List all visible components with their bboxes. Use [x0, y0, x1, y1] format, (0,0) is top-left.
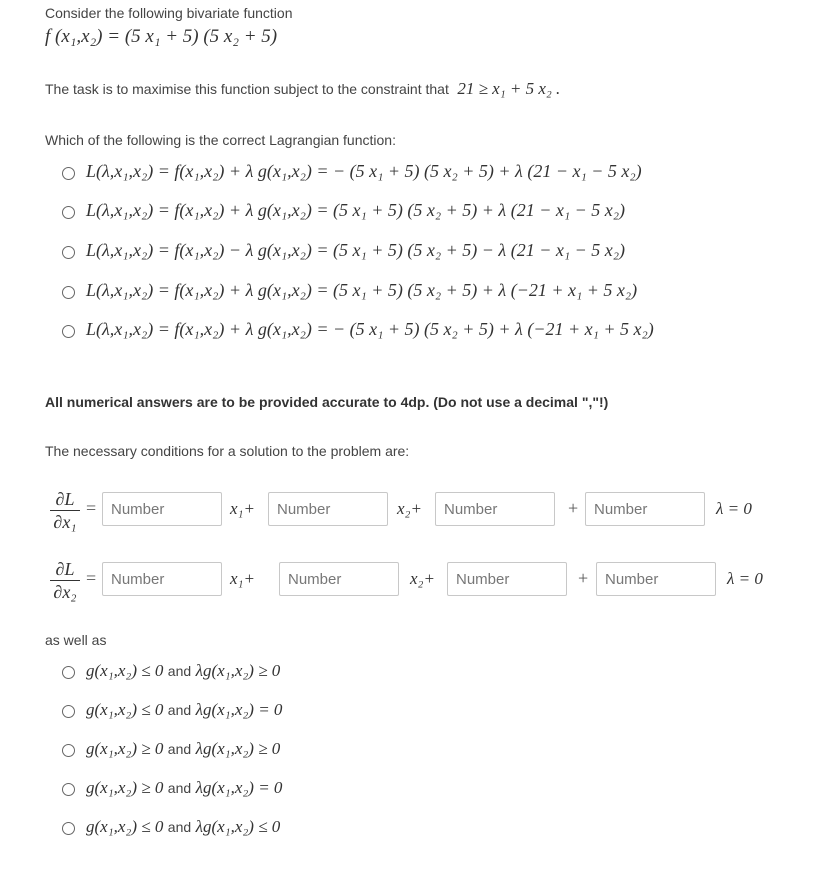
task-statement	[45, 79, 560, 99]
kkt-and: and	[167, 741, 192, 757]
lagrangian-option-4-radio[interactable]	[62, 286, 75, 299]
kkt-left: g(x₁,x₂) ≤ 0	[86, 661, 164, 680]
fraction-denominator: ∂x₂	[53, 582, 77, 602]
lagrangian-option-3-radio[interactable]	[62, 246, 75, 259]
kkt-left: g(x₁,x₂) ≤ 0	[86, 817, 164, 836]
kkt-and: and	[167, 663, 192, 679]
kkt-option-2-label	[86, 700, 282, 720]
as-well-as-text: as well as	[45, 632, 107, 648]
kkt-right: λg(x₁,x₂) ≥ 0	[195, 739, 281, 758]
lagrangian-option-5-radio[interactable]	[62, 325, 75, 338]
accuracy-note: All numerical answers are to be provided accurate to 4dp. (Do not use a decimal ","!)	[45, 394, 609, 410]
kkt-left: g(x₁,x₂) ≥ 0	[86, 739, 164, 758]
fraction-bar	[50, 580, 80, 581]
kkt-option-3-label	[86, 739, 280, 759]
lagrangian-option-2-radio[interactable]	[62, 206, 75, 219]
equals-sign: =	[86, 568, 97, 588]
x1-plus-label: x₁+	[230, 569, 255, 588]
kkt-right: λg(x₁,x₂) = 0	[195, 778, 283, 797]
row1-coef-input-3[interactable]	[435, 492, 555, 526]
row2-coef-input-4[interactable]	[596, 562, 716, 596]
lagrangian-option-5-label: L(λ,x₁,x₂) = f(x₁,x₂) + λ g(x₁,x₂) = − (5 x₁ + 5) (5 x₂ + 5) + λ (−21 + x₁ + 5 x₂)	[86, 319, 654, 339]
lagrangian-option-4-label: L(λ,x₁,x₂) = f(x₁,x₂) + λ g(x₁,x₂) = (5 x₁ + 5) (5 x₂ + 5) + λ (−21 + x₁ + 5 x₂)	[86, 280, 638, 300]
row2-coef-input-1[interactable]	[102, 562, 222, 596]
conditions-intro: The necessary conditions for a solution to the problem are:	[45, 443, 410, 459]
kkt-right: λg(x₁,x₂) ≤ 0	[195, 817, 281, 836]
kkt-left: g(x₁,x₂) ≥ 0	[86, 778, 164, 797]
intro-text: Consider the following bivariate function	[45, 5, 293, 21]
partial-derivative-x1	[50, 489, 80, 532]
row1-coef-input-2[interactable]	[268, 492, 388, 526]
x2-plus-label: x₂+	[397, 499, 422, 518]
x2-plus-label: x₂+	[410, 569, 435, 588]
kkt-option-3-radio[interactable]	[62, 744, 75, 757]
kkt-option-4-radio[interactable]	[62, 783, 75, 796]
lagrangian-option-1-radio[interactable]	[62, 167, 75, 180]
plus-sign: +	[578, 568, 589, 588]
kkt-option-5-label	[86, 817, 280, 837]
row1-coef-input-1[interactable]	[102, 492, 222, 526]
function-definition: f (x₁,x₂) = (5 x₁ + 5) (5 x₂ + 5)	[45, 26, 278, 47]
kkt-right: λg(x₁,x₂) ≥ 0	[195, 661, 281, 680]
row2-coef-input-3[interactable]	[447, 562, 567, 596]
x1-plus-label: x₁+	[230, 499, 255, 518]
lagrangian-option-2-label: L(λ,x₁,x₂) = f(x₁,x₂) + λ g(x₁,x₂) = (5 x₁ + 5) (5 x₂ + 5) + λ (21 − x₁ − 5 x₂)	[86, 200, 625, 220]
kkt-option-1-label	[86, 661, 280, 681]
kkt-option-2-radio[interactable]	[62, 705, 75, 718]
lambda-equals-zero: λ = 0	[727, 569, 763, 588]
row1-coef-input-4[interactable]	[585, 492, 705, 526]
task-constraint: 21 ≥ x₁ + 5 x₂ .	[457, 79, 561, 98]
task-prefix: The task is to maximise this function subject to the constraint that	[45, 81, 449, 97]
kkt-option-4-label	[86, 778, 282, 798]
kkt-option-1-radio[interactable]	[62, 666, 75, 679]
kkt-left: g(x₁,x₂) ≤ 0	[86, 700, 164, 719]
plus-sign: +	[568, 498, 579, 518]
lambda-equals-zero: λ = 0	[716, 499, 752, 518]
kkt-option-5-radio[interactable]	[62, 822, 75, 835]
fraction-denominator: ∂x₁	[53, 512, 77, 532]
equals-sign: =	[86, 498, 97, 518]
lagrangian-option-3-label: L(λ,x₁,x₂) = f(x₁,x₂) − λ g(x₁,x₂) = (5 x₁ + 5) (5 x₂ + 5) − λ (21 − x₁ − 5 x₂)	[86, 240, 625, 260]
fraction-numerator: ∂L	[55, 489, 75, 509]
partial-derivative-x2	[50, 559, 80, 602]
kkt-and: and	[167, 819, 192, 835]
kkt-and: and	[167, 780, 192, 796]
fraction-numerator: ∂L	[55, 559, 75, 579]
kkt-right: λg(x₁,x₂) = 0	[195, 700, 283, 719]
fraction-bar	[50, 510, 80, 511]
row2-coef-input-2[interactable]	[279, 562, 399, 596]
kkt-and: and	[167, 702, 192, 718]
lagrangian-question: Which of the following is the correct Lagrangian function:	[45, 132, 396, 148]
lagrangian-option-1-label: L(λ,x₁,x₂) = f(x₁,x₂) + λ g(x₁,x₂) = − (5 x₁ + 5) (5 x₂ + 5) + λ (21 − x₁ − 5 x₂)	[86, 161, 642, 181]
